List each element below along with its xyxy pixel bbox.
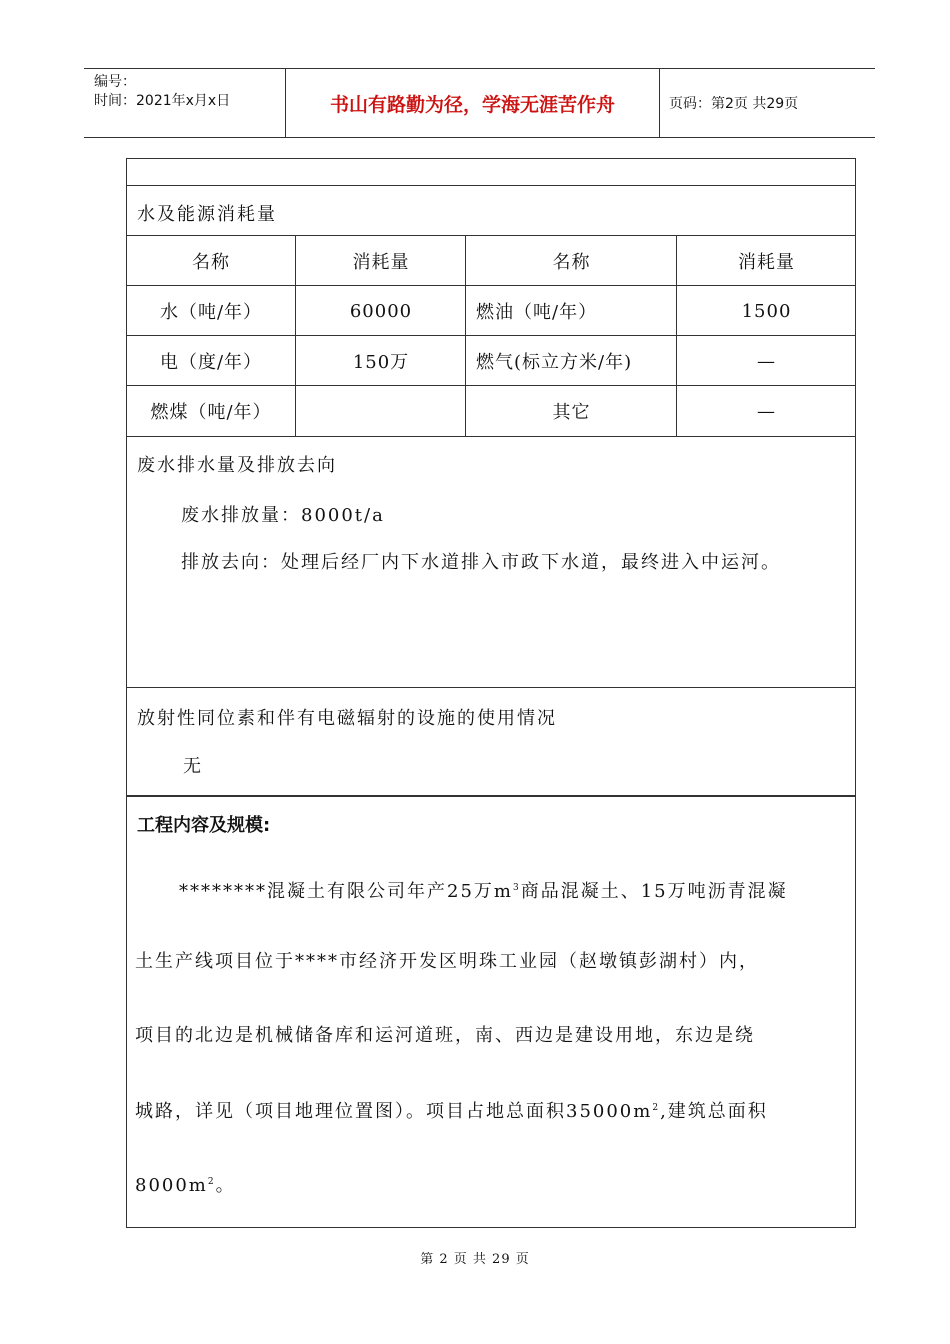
table-row (127, 335, 855, 386)
page-header (84, 68, 875, 138)
header-cell-name-2: 名称 (465, 236, 677, 286)
cell-fuel-oil: 燃油（吨/年） (465, 286, 676, 336)
project-line-4 (135, 1097, 768, 1123)
energy-title-row (127, 185, 855, 236)
cell-fuel-oil-value: 1500 (676, 286, 856, 336)
cell-gas: 燃气(标立方米/年) (465, 336, 676, 386)
project-line-1-text-b: 商品混凝土、15万吨沥青混凝 (520, 881, 788, 902)
document-time-label: 时间：2021年x月x日 (94, 93, 231, 109)
document-number-label: 编号： (94, 74, 136, 90)
project-line-5-text-b: 。 (215, 1175, 236, 1196)
project-section (126, 796, 856, 1228)
cell-coal: 燃煤（吨/年） (150, 402, 272, 423)
page-footer: 第 2 页 共 29 页 (420, 1252, 530, 1267)
table-row (127, 285, 855, 336)
cell-electricity: 电（度/年） (159, 352, 263, 373)
cell-other: 其它 (465, 386, 677, 436)
cubic-superscript: 3 (512, 883, 521, 893)
header-meta (84, 69, 285, 137)
square-superscript: 2 (207, 1177, 216, 1187)
environment-table (126, 158, 856, 796)
radiation-section (127, 687, 855, 796)
project-line-4-text-b: ,建筑总面积 (660, 1101, 768, 1122)
project-line-2: 土生产线项目位于****市经济开发区明珠工业园（赵墩镇彭湖村）内， (135, 951, 759, 972)
header-motto: 书山有路勤为径，学海无涯苦作舟 (285, 69, 660, 137)
square-superscript: 2 (652, 1103, 661, 1113)
cell-gas-value: — (676, 336, 856, 386)
cell-other-value: — (676, 386, 856, 436)
project-line-3: 项目的北边是机械储备库和运河道班，南、西边是建设用地，东边是绕 (135, 1025, 755, 1046)
project-line-4-text-a: 城路，详见（项目地理位置图）。项目占地总面积35000m (135, 1101, 653, 1122)
energy-header-row (127, 235, 855, 286)
header-cell-name-1: 名称 (192, 252, 230, 273)
radiation-value: 无 (183, 756, 203, 777)
cell-water: 水（吨/年） (159, 302, 263, 323)
energy-title: 水及能源消耗量 (137, 204, 277, 225)
project-line-5-text-a: 8000m (135, 1175, 208, 1196)
header-page-number: 页码：第2页 共29页 (669, 96, 799, 112)
project-line-1-text-a: ********混凝土有限公司年产25万m (179, 881, 513, 902)
project-line-5 (135, 1171, 236, 1197)
project-line-1 (179, 877, 788, 903)
radiation-title: 放射性同位素和伴有电磁辐射的设施的使用情况 (137, 708, 557, 729)
cell-electricity-value: 150万 (295, 336, 466, 386)
wastewater-amount: 废水排放量：8000t/a (181, 505, 385, 526)
header-cell-consumption-2: 消耗量 (676, 236, 856, 286)
project-title: 工程内容及规模: (137, 815, 271, 836)
header-cell-consumption-1: 消耗量 (295, 236, 466, 286)
wastewater-destination: 排放去向：处理后经厂内下水道排入市政下水道，最终进入中运河。 (181, 552, 781, 573)
wastewater-section (127, 436, 855, 688)
cell-water-value: 60000 (295, 286, 466, 336)
wastewater-title: 废水排水量及排放去向 (137, 455, 337, 476)
cell-coal-value (295, 386, 466, 436)
table-row (127, 385, 855, 436)
